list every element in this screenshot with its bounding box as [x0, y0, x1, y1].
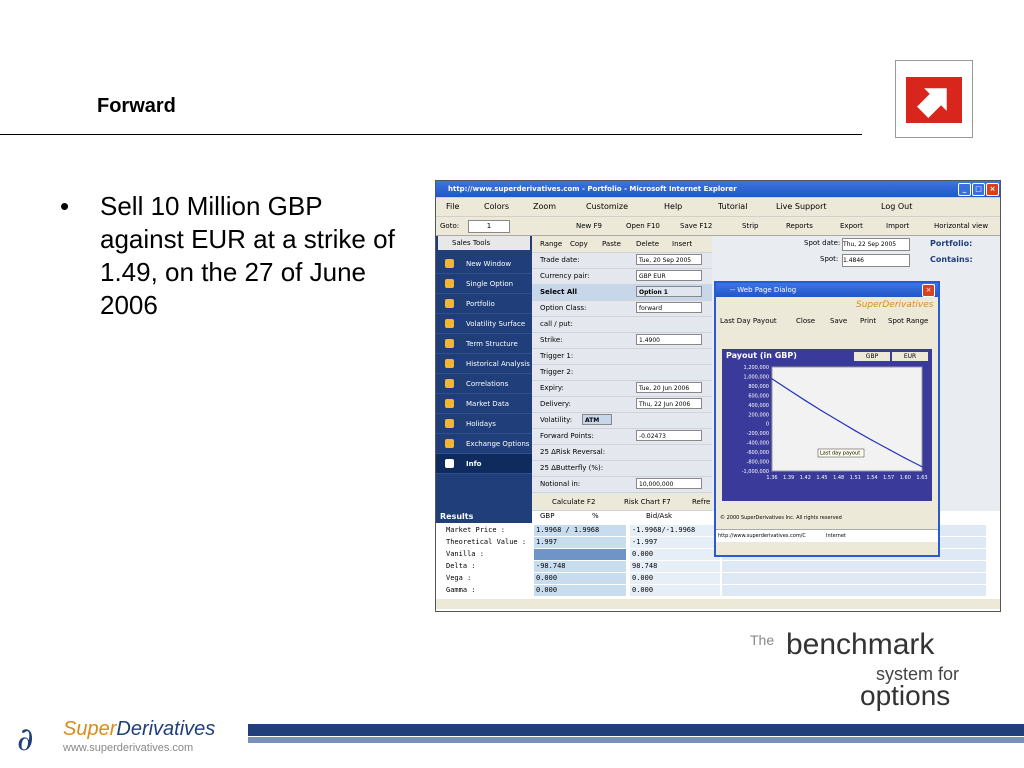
volatility-field[interactable]: ATM [582, 414, 612, 425]
currency-pair-field[interactable]: GBP EUR [636, 270, 702, 281]
open-button[interactable]: Open F10 [626, 222, 660, 230]
result-value-1: 0.000 [534, 573, 626, 584]
web-page-dialog [714, 281, 940, 557]
action-bar [532, 494, 712, 511]
x-tick-label: 1.39 [783, 475, 795, 481]
brand-name-super: Super [63, 718, 117, 740]
currency-pair-label: Currency pair: [540, 272, 590, 280]
result-empty-cells [722, 561, 986, 572]
notional-label: Notional in: [540, 480, 581, 488]
menu-file[interactable]: File [446, 202, 460, 211]
series-point [871, 440, 872, 441]
y-tick-label: 200,000 [748, 412, 769, 419]
table-row [436, 561, 1000, 572]
goto-input[interactable]: 1 [468, 220, 510, 233]
tab-percent[interactable]: % [592, 512, 599, 520]
x-tick-label: 1.54 [866, 475, 878, 481]
results-title: Results [436, 511, 532, 523]
tagline-system-for: system for [876, 664, 960, 684]
x-tick-label: 1.51 [849, 475, 861, 481]
y-tick-label: -800,000 [746, 459, 769, 466]
volatility-label: Volatility: [540, 416, 573, 424]
payout-chart-panel [722, 349, 932, 501]
series-point [838, 420, 839, 421]
series-point [888, 449, 889, 450]
tab-gbp[interactable]: GBP [540, 512, 555, 520]
sidebar-item-holidays[interactable] [436, 414, 532, 434]
y-tick-label: 0 [765, 421, 769, 428]
slide-title: Forward [97, 95, 176, 117]
y-tick-label: 800,000 [748, 383, 769, 390]
option-form [532, 236, 712, 516]
window-title: http://www.superderivatives.com - Portfolio - Microsoft Internet Explorer [448, 185, 737, 193]
dialog-status-bar [716, 529, 938, 542]
main-toolbar [436, 217, 1000, 236]
result-empty-cells [722, 573, 986, 584]
window-icon [445, 259, 454, 268]
select-all-button[interactable]: Select All [540, 288, 578, 296]
window-titlebar [436, 181, 1000, 197]
result-value-2: 98.748 [630, 561, 720, 572]
risk-reversal-label: 25 ΔRisk Reversal: [540, 448, 606, 456]
menu-zoom[interactable]: Zoom [533, 202, 557, 211]
result-value-1: 1.9968 / 1.9968 [534, 525, 626, 536]
sidebar-item-term-structure[interactable] [436, 334, 532, 354]
x-tick-label: 1.36 [766, 475, 778, 481]
y-tick-label: -400,000 [746, 440, 769, 447]
option-class-label: Option Class: [540, 304, 587, 312]
form-row [532, 428, 712, 445]
payout-chart [722, 363, 932, 487]
status-zone: Internet [826, 533, 846, 539]
save-button[interactable]: Save F12 [680, 222, 713, 230]
spot-label: Spot: [820, 255, 839, 263]
sidebar-item-label: Term Structure [466, 340, 518, 348]
trigger-2-label: Trigger 2: [540, 368, 574, 376]
forward-points-label: Forward Points: [540, 432, 594, 440]
spot-field[interactable]: 1.4846 [842, 254, 910, 267]
menu-customize[interactable]: Customize [586, 202, 628, 211]
calendar-icon [445, 419, 454, 428]
sidebar-item-label: Portfolio [466, 300, 495, 308]
chart-icon [445, 339, 454, 348]
status-url: http://www.superderivatives.com/C [718, 533, 806, 539]
table-row [436, 573, 1000, 584]
sidebar-item-label: Volatility Surface [466, 320, 526, 328]
form-row [532, 300, 712, 317]
gbp-toggle[interactable]: GBP [854, 352, 890, 361]
table-row [436, 585, 1000, 596]
sidebar-item-info[interactable] [436, 454, 532, 474]
browser-window [435, 180, 1001, 612]
sidebar-item-portfolio[interactable] [436, 294, 532, 314]
trade-date-field[interactable]: Tue, 20 Sep 2005 [636, 254, 702, 265]
sidebar [436, 236, 532, 516]
y-tick-label: -200,000 [746, 431, 769, 438]
sidebar-tab-sales-tools[interactable]: Sales Tools [438, 236, 530, 250]
sidebar-item-new-window[interactable] [436, 254, 532, 274]
correlation-icon [445, 379, 454, 388]
form-row [532, 268, 712, 285]
sidebar-item-label: Single Option [466, 280, 514, 288]
result-label: Gamma : [446, 586, 476, 594]
sidebar-item-label: Exchange Options [466, 440, 530, 448]
copy-button[interactable]: Copy [570, 240, 588, 248]
result-label: Market Price : [446, 526, 506, 534]
horizontal-view-button[interactable]: Horizontal view [934, 222, 989, 230]
strike-field[interactable]: 1.4900 [636, 334, 702, 345]
option-class-select[interactable]: forward [636, 302, 702, 313]
menu-logout[interactable]: Log Out [881, 202, 913, 211]
horizontal-scrollbar[interactable] [436, 599, 1000, 609]
refresh-button[interactable]: Refre [692, 498, 711, 506]
paste-button[interactable]: Paste [602, 240, 621, 248]
sidebar-item-volatility-surface[interactable] [436, 314, 532, 334]
dialog-title: -- Web Page Dialog [730, 286, 797, 294]
notional-field[interactable]: 10,000,000 [636, 478, 702, 489]
form-row [532, 460, 712, 477]
menu-bar [436, 198, 1000, 216]
series-point [788, 389, 789, 390]
series-point [921, 466, 922, 467]
delete-button[interactable]: Delete [636, 240, 659, 248]
series-point [771, 378, 772, 379]
result-label: Vega : [446, 574, 472, 582]
brand-name [63, 718, 215, 741]
x-tick-label: 1.45 [816, 475, 828, 481]
form-row [532, 284, 712, 301]
minimize-icon[interactable]: _ [958, 183, 971, 196]
trade-date-label: Trade date: [540, 256, 580, 264]
result-value-2: 0.000 [630, 549, 720, 560]
expiry-label: Expiry: [540, 384, 564, 392]
dialog-save-button[interactable]: Save [830, 317, 848, 325]
delivery-label: Delivery: [540, 400, 571, 408]
spot-date-label: Spot date: [804, 239, 841, 247]
strike-label: Strike: [540, 336, 563, 344]
spot-range-button[interactable]: Spot Range [888, 317, 929, 325]
menu-tutorial[interactable]: Tutorial [718, 202, 748, 211]
result-value-2: 0.000 [630, 573, 720, 584]
sidebar-item-label: Market Data [466, 400, 510, 408]
y-tick-label: 1,000,000 [743, 374, 769, 381]
portfolio-icon [445, 299, 454, 308]
option-icon [445, 279, 454, 288]
tab-bid-ask[interactable]: Bid/Ask [646, 512, 673, 520]
calculate-button[interactable]: Calculate F2 [552, 498, 596, 506]
result-value-2: 0.000 [630, 585, 720, 596]
sidebar-item-historical-analysis[interactable] [436, 354, 532, 374]
insert-button[interactable]: Insert [672, 240, 693, 248]
footer-bar [248, 724, 1024, 736]
sidebar-item-label: Info [466, 460, 482, 468]
spot-date-field[interactable]: Thu, 22 Sep 2005 [842, 238, 910, 251]
export-button[interactable]: Export [840, 222, 863, 230]
legend-label: Last day payout [820, 450, 861, 457]
tagline-options: options [860, 680, 951, 711]
trigger-1-label: Trigger 1: [540, 352, 574, 360]
result-label: Delta : [446, 562, 476, 570]
benchmark-tagline [750, 628, 980, 711]
option-column-header: Option 1 [636, 286, 702, 297]
market-data-icon [445, 399, 454, 408]
dialog-titlebar [716, 283, 938, 297]
copyright-text: © 2000 SuperDerivatives Inc. All rights reserved [720, 515, 842, 521]
range-toolbar [532, 236, 712, 253]
result-value-1: 1.997 [534, 537, 626, 548]
import-button[interactable]: Import [886, 222, 910, 230]
risk-chart-button[interactable]: Risk Chart F7 [624, 498, 671, 506]
tagline-the: The [750, 632, 775, 648]
form-row [532, 476, 712, 493]
delivery-field[interactable]: Thu, 22 Jun 2006 [636, 398, 702, 409]
exchange-icon [445, 439, 454, 448]
result-label: Theoretical Value : [446, 538, 527, 546]
goto-label: Goto: [440, 222, 460, 230]
y-tick-label: 600,000 [748, 393, 769, 400]
form-row [532, 332, 712, 349]
y-tick-label: 400,000 [748, 402, 769, 409]
form-row [532, 252, 712, 269]
corner-logo [895, 60, 973, 138]
dialog-close-button[interactable]: Close [796, 317, 816, 325]
form-row [532, 412, 712, 429]
new-button[interactable]: New F9 [576, 222, 602, 230]
info-icon [445, 459, 454, 468]
sidebar-item-exchange-options[interactable] [436, 434, 532, 454]
dialog-brand: SuperDerivatives [856, 300, 934, 310]
series-point [855, 430, 856, 431]
tab-last-day-payout[interactable]: Last Day Payout [720, 317, 777, 325]
x-tick-label: 1.57 [883, 475, 895, 481]
series-point [905, 458, 906, 459]
x-tick-label: 1.63 [916, 475, 928, 481]
menu-help[interactable]: Help [664, 202, 683, 211]
result-value-2: -1.9968/-1.9968 [630, 525, 720, 536]
maximize-icon[interactable]: □ [972, 183, 985, 196]
tagline-benchmark: benchmark [786, 628, 935, 661]
call-put-label: call / put: [540, 320, 573, 328]
series-point [805, 400, 806, 401]
x-tick-label: 1.42 [799, 475, 811, 481]
form-row [532, 316, 712, 333]
arrow-logo-icon [896, 61, 972, 137]
dialog-print-button[interactable]: Print [860, 317, 877, 325]
y-tick-label: -1,000,000 [741, 469, 769, 475]
superderivatives-logo [15, 716, 250, 761]
butterfly-label: 25 ΔButterfly (%): [540, 464, 604, 472]
y-tick-label: -600,000 [746, 450, 769, 457]
chart-title: Payout (in GBP) [726, 351, 797, 360]
reports-button[interactable]: Reports [786, 222, 813, 230]
y-tick-label: 1,200,000 [743, 365, 769, 371]
sidebar-item-label: Holidays [466, 420, 496, 428]
sidebar-item-correlations[interactable] [436, 374, 532, 394]
strip-button[interactable]: Strip [742, 222, 759, 230]
sidebar-item-single-option[interactable] [436, 274, 532, 294]
sidebar-item-label: Correlations [466, 380, 509, 388]
x-tick-label: 1.48 [833, 475, 845, 481]
form-row [532, 444, 712, 461]
eur-toggle[interactable]: EUR [892, 352, 928, 361]
sidebar-item-label: New Window [466, 260, 512, 268]
portfolio-label: Portfolio: [930, 239, 973, 248]
close-icon[interactable]: × [986, 183, 999, 196]
form-row [532, 348, 712, 365]
brand-url: www.superderivatives.com [63, 742, 194, 754]
result-empty-cells [722, 585, 986, 596]
surface-icon [445, 319, 454, 328]
form-row [532, 380, 712, 397]
form-row [532, 396, 712, 413]
contains-label: Contains: [930, 255, 973, 264]
title-divider [0, 134, 862, 135]
x-tick-label: 1.60 [899, 475, 911, 481]
result-value-2: -1.997 [630, 537, 720, 548]
sd-logo-icon: ∂ [17, 720, 34, 758]
result-value-1: -98.748 [534, 561, 626, 572]
dialog-close-icon[interactable]: × [922, 284, 935, 297]
series-point [821, 410, 822, 411]
forward-points-field[interactable]: -0.02473 [636, 430, 702, 441]
expiry-field[interactable]: Tue, 20 Jun 2006 [636, 382, 702, 393]
brand-name-derivatives: Derivatives [116, 718, 216, 740]
bullet-text: Sell 10 Million GBP against EUR at a strike of 1.49, on the 27 of June 2006 [100, 191, 395, 320]
footer-bar-accent [248, 737, 1024, 743]
sidebar-item-market-data[interactable] [436, 394, 532, 414]
menu-live-support[interactable]: Live Support [776, 202, 827, 211]
history-icon [445, 359, 454, 368]
sidebar-item-label: Historical Analysis [466, 360, 530, 368]
result-label: Vanilla : [446, 550, 484, 558]
bullet-dot: • [60, 191, 70, 221]
menu-colors[interactable]: Colors [484, 202, 510, 211]
result-value-1: 0.000 [534, 585, 626, 596]
result-value-1 [534, 549, 626, 560]
form-row [532, 364, 712, 381]
range-button[interactable]: Range [540, 240, 563, 248]
